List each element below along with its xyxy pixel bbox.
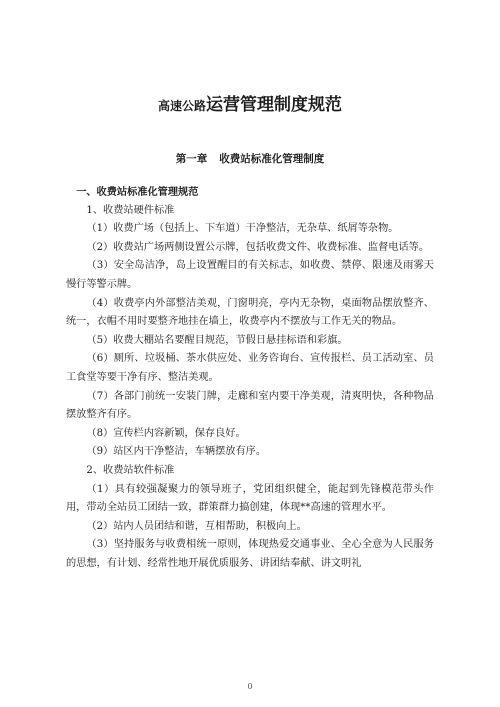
paragraph: （2）站内人员团结和谐，互相帮助，积极向上。 [86,520,307,532]
paragraph: （8）宣传栏内容新颖，保存良好。 [86,427,246,439]
paragraph: （2）收费站广场两侧设置公示牌，包括收费文件、收费标准、监督电话等。 [86,241,430,253]
subsection-heading-hardware: 1、收费站硬件标准 [86,204,175,216]
paragraph: （9）站区内干净整洁，车辆摆放有序。 [86,446,267,458]
section-heading: 一、收费站标准化管理规范 [76,186,199,198]
paragraph: （4）收费亭内外部整洁美观，门窗明亮，亭内无杂物，桌面物品摆放整齐、统一，衣帽不用时要整齐地挂在墙上，收费亭内不摆放与工作无关的物品。 [66,297,434,328]
document-body [66,183,434,573]
paragraph: （3）安全岛洁净，岛上设置醒目的有关标志，如收费、禁停、限速及雨雾天慢行等警示牌。 [66,260,434,290]
document-title [0,90,500,115]
document-title-prefix: 高速公路 [157,99,206,113]
document-title-main: 运营管理制度规范 [206,95,342,115]
chapter-number: 第一章 [175,153,208,165]
paragraph: （1）收费广场（包括上、下车道）干净整洁，无杂草、纸屑等杂物。 [86,223,399,235]
paragraph: （7）各部门前统一安装门牌，走廊和室内要干净美观，清爽明快，各种物品摆放整齐有序。 [66,390,434,421]
chapter-heading [0,151,500,166]
paragraph: （1）具有较强凝聚力的领导班子，党团组织健全，能起到先锋模范带头作用，带动全站员工团结一致，群策群力搞创建，体现**高速的管理水平。 [66,483,434,514]
subsection-heading-software: 2、收费站软件标准 [86,464,175,476]
chapter-title: 收费站标准化管理制度 [219,153,325,165]
paragraph: （5）收费大棚站名要醒目规范，节假日悬挂标语和彩旗。 [86,334,348,346]
paragraph: （6）厕所、垃圾桶、茶水供应处、业务咨询台、宣传报栏、员工活动室、员工食堂等要干净有序、整洁美观。 [66,353,434,383]
page-number: 0 [247,682,253,691]
paragraph: （3）坚持服务与收费相统一原则，体现热爱交通事业、全心全意为人民服务的思想，有计划、经常性地开展优质服务、讲团结奉献、讲文明礼 [66,539,434,569]
